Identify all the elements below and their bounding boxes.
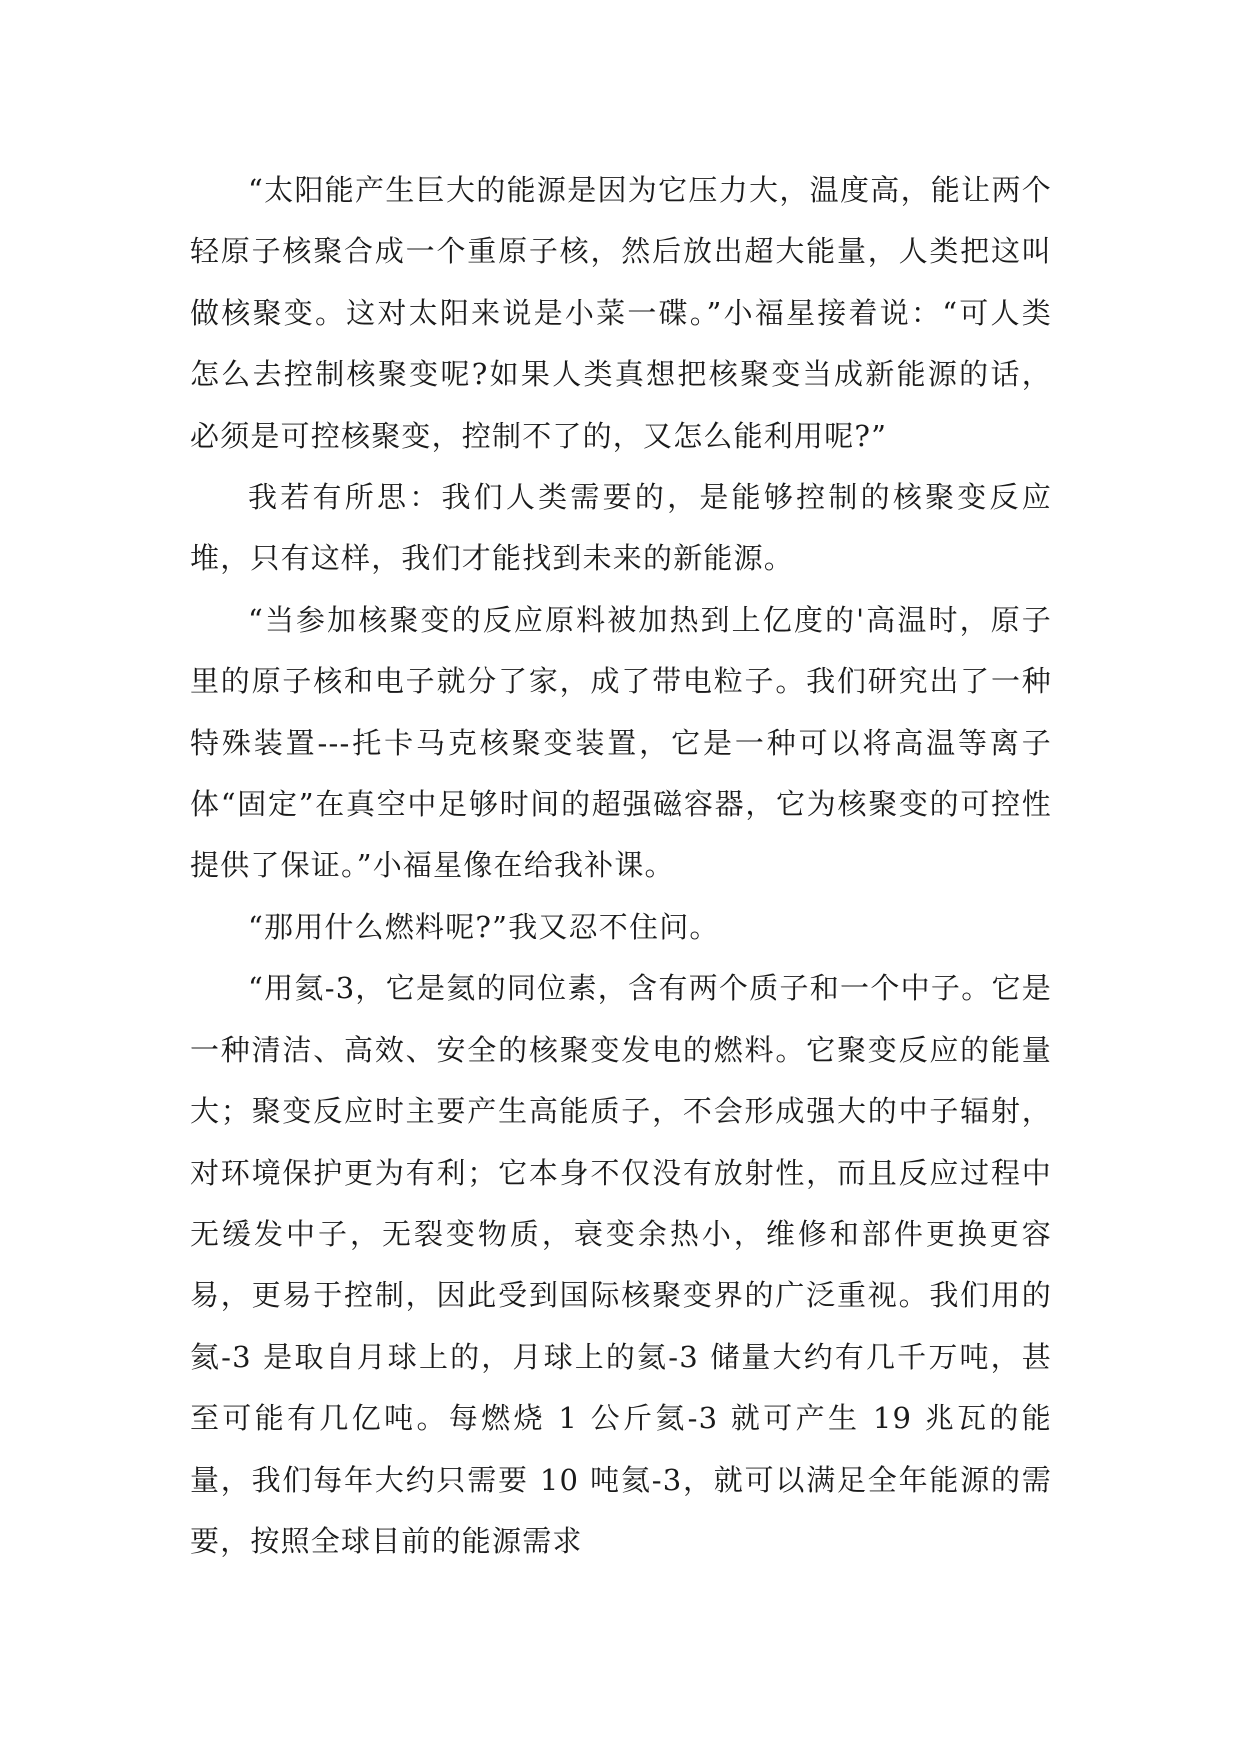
document-page bbox=[190, 160, 1052, 1572]
paragraph-1: “太阳能产生巨大的能源是因为它压力大，温度高，能让两个轻原子核聚合成一个重原子核，然后放出超大能量，人类把这叫做核聚变。这对太阳来说是小菜一碟。”小福星接着说：“可人类怎么去控制核聚变呢?如果人类真想把核聚变当成新能源的话，必须是可控核聚变，控制不了的，又怎么能利用呢?” bbox=[190, 173, 1052, 453]
paragraph-5: “用氦-3，它是氦的同位素，含有两个质子和一个中子。它是一种清洁、高效、安全的核聚变发电的燃料。它聚变反应的能量大；聚变反应时主要产生高能质子，不会形成强大的中子辐射，对环境保护更为有利；它本身不仅没有放射性，而且反应过程中无缓发中子，无裂变物质，衰变余热小，维修和部件更换更容易，更易于控制，因此受到国际核聚变界的广泛重视。我们用的氦-3 是取自月球上的，月球上的氦-3 储量大约有几千万吨，甚至可能有几亿吨。每燃烧 1 公斤氦-3 就可产生 19 兆瓦的能量，我们每年大约只需要 10 吨氦-3，就可以满足全年能源的需要，按照全球目前的能源需求 bbox=[190, 971, 1052, 1558]
paragraph-3: “当参加核聚变的反应原料被加热到上亿度的'高温时，原子里的原子核和电子就分了家，成了带电粒子。我们研究出了一种特殊装置---托卡马克核聚变装置，它是一种可以将高温等离子体“固定”在真空中足够时间的超强磁容器，它为核聚变的可控性提供了保证。”小福星像在给我补课。 bbox=[190, 602, 1052, 883]
paragraph-4: “那用什么燃料呢?”我又忍不住问。 bbox=[248, 909, 720, 944]
paragraph-2: 我若有所思：我们人类需要的，是能够控制的核聚变反应堆，只有这样，我们才能找到未来的新能源。 bbox=[190, 480, 1052, 576]
